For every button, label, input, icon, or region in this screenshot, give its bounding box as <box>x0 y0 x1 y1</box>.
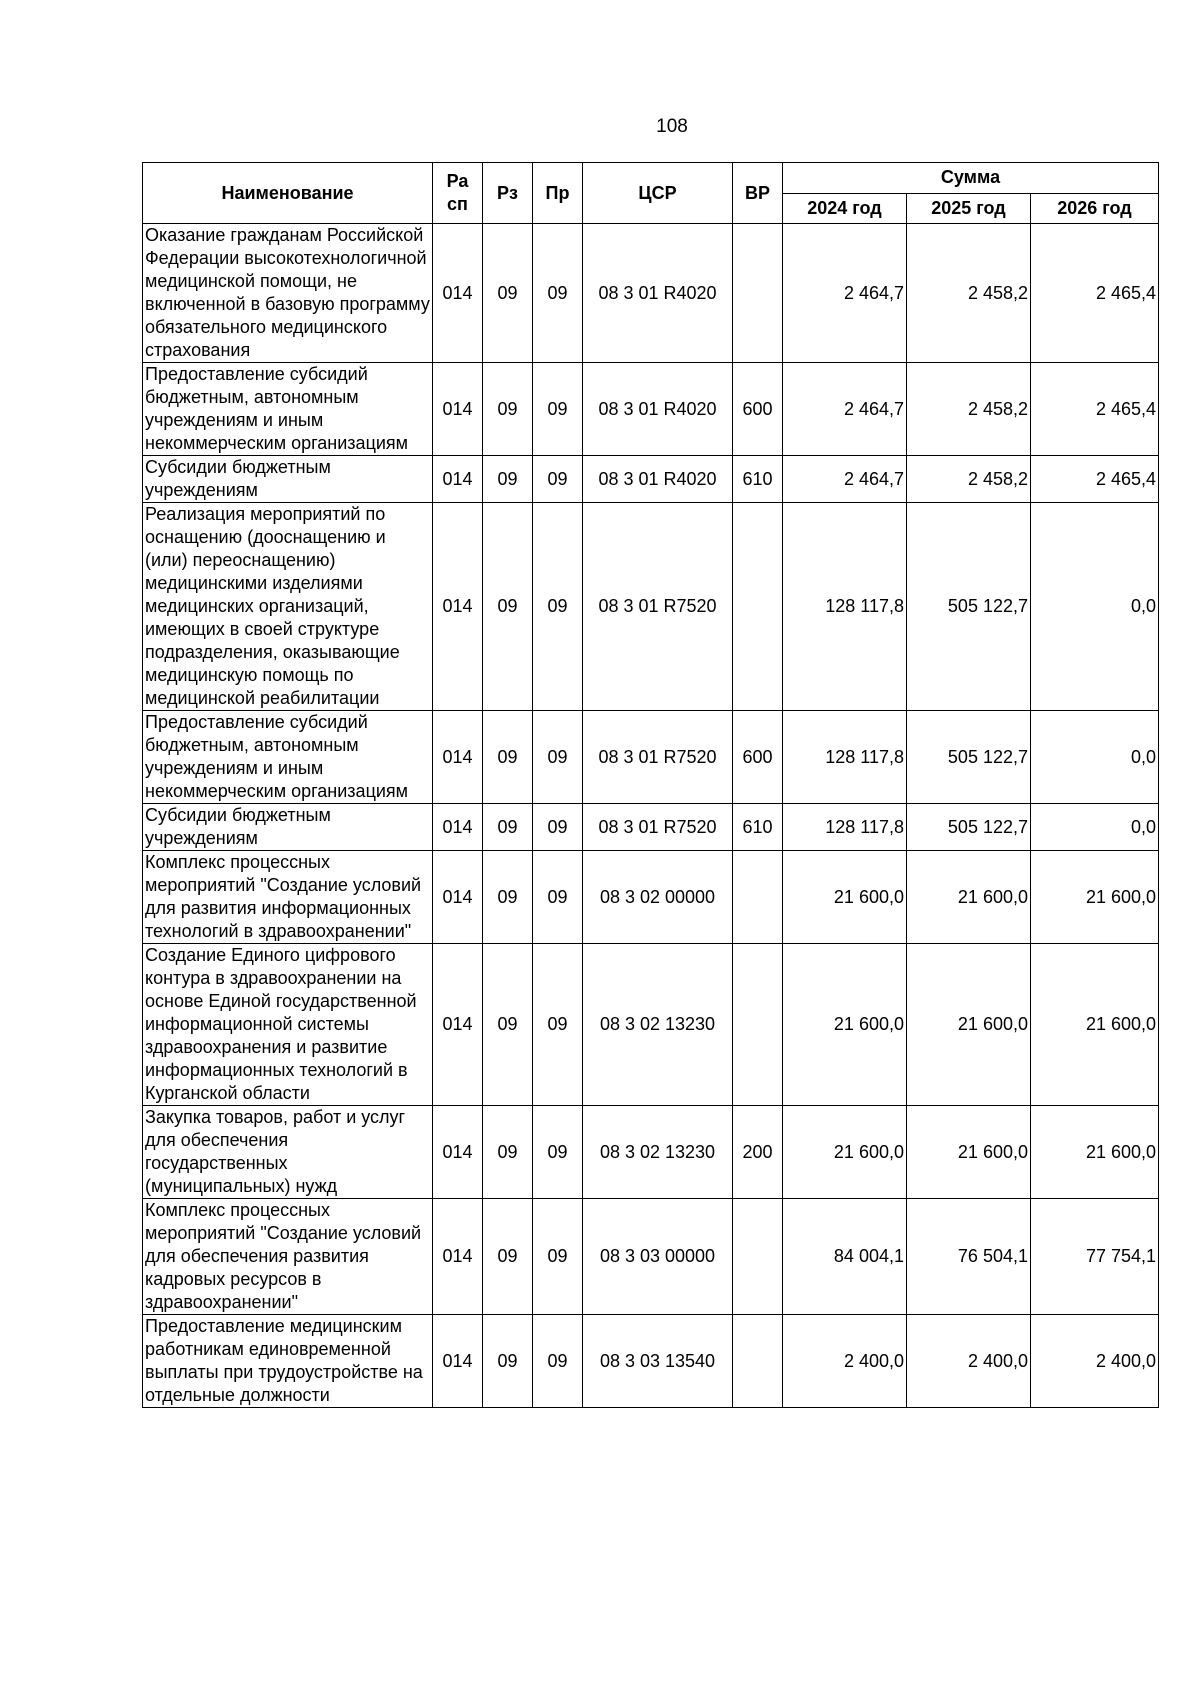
row-rz: 09 <box>483 1106 533 1199</box>
row-rz: 09 <box>483 804 533 851</box>
row-sum-2024: 128 117,8 <box>783 711 907 804</box>
row-rz: 09 <box>483 363 533 456</box>
row-sum-2025: 2 458,2 <box>907 456 1031 503</box>
row-name: Комплекс процессных мероприятий "Создание условий для обеспечения развития кадровых ресурсов в здравоохранении" <box>143 1199 433 1315</box>
row-rz: 09 <box>483 503 533 711</box>
table-row <box>143 503 1159 711</box>
row-sum-2025: 505 122,7 <box>907 503 1031 711</box>
row-rasp: 014 <box>433 711 483 804</box>
page-number: 108 <box>656 116 688 137</box>
row-sum-2024: 128 117,8 <box>783 503 907 711</box>
row-name: Субсидии бюджетным учреждениям <box>143 456 433 503</box>
header-row-1 <box>143 163 1159 194</box>
row-pr: 09 <box>533 944 583 1106</box>
row-vr: 200 <box>733 1106 783 1199</box>
row-csr: 08 3 01 R4020 <box>583 363 733 456</box>
header-name: Наименование <box>143 163 433 224</box>
row-sum-2024: 84 004,1 <box>783 1199 907 1315</box>
row-pr: 09 <box>533 851 583 944</box>
table-row <box>143 1199 1159 1315</box>
row-sum-2024: 2 400,0 <box>783 1315 907 1408</box>
row-csr: 08 3 01 R7520 <box>583 804 733 851</box>
row-vr: 610 <box>733 456 783 503</box>
row-rz: 09 <box>483 1315 533 1408</box>
row-name: Предоставление медицинским работникам единовременной выплаты при трудоустройстве на отдельные должности <box>143 1315 433 1408</box>
row-sum-2025: 505 122,7 <box>907 711 1031 804</box>
row-name: Предоставление субсидий бюджетным, автономным учреждениям и иным некоммерческим организациям <box>143 711 433 804</box>
row-name: Субсидии бюджетным учреждениям <box>143 804 433 851</box>
row-name: Комплекс процессных мероприятий "Создание условий для развития информационных технологий в здравоохранении" <box>143 851 433 944</box>
row-sum-2024: 2 464,7 <box>783 363 907 456</box>
table-row <box>143 1106 1159 1199</box>
row-vr <box>733 1315 783 1408</box>
row-rasp: 014 <box>433 1315 483 1408</box>
row-sum-2025: 76 504,1 <box>907 1199 1031 1315</box>
row-name: Реализация мероприятий по оснащению (дооснащению и (или) переоснащению) медицинскими изделиями медицинских организаций, имеющих в своей структуре подразделения, оказывающие медицинскую помощь по медицинской реабилитации <box>143 503 433 711</box>
row-sum-2026: 21 600,0 <box>1031 1106 1159 1199</box>
row-rasp: 014 <box>433 363 483 456</box>
row-sum-2026: 0,0 <box>1031 503 1159 711</box>
row-rasp: 014 <box>433 456 483 503</box>
row-csr: 08 3 01 R7520 <box>583 503 733 711</box>
row-csr: 08 3 02 13230 <box>583 944 733 1106</box>
row-csr: 08 3 03 13540 <box>583 1315 733 1408</box>
row-sum-2026: 2 465,4 <box>1031 224 1159 363</box>
row-rasp: 014 <box>433 1199 483 1315</box>
header-rasp: Ра сп <box>433 163 483 224</box>
row-sum-2024: 2 464,7 <box>783 456 907 503</box>
row-sum-2026: 2 400,0 <box>1031 1315 1159 1408</box>
table-body <box>143 224 1159 1408</box>
row-vr <box>733 503 783 711</box>
budget-table <box>142 162 1159 1408</box>
header-year-2025: 2025 год <box>907 193 1031 224</box>
row-rasp: 014 <box>433 944 483 1106</box>
row-sum-2024: 21 600,0 <box>783 1106 907 1199</box>
row-csr: 08 3 02 13230 <box>583 1106 733 1199</box>
row-pr: 09 <box>533 1199 583 1315</box>
table-row <box>143 363 1159 456</box>
header-csr: ЦСР <box>583 163 733 224</box>
row-sum-2025: 21 600,0 <box>907 944 1031 1106</box>
row-sum-2025: 2 400,0 <box>907 1315 1031 1408</box>
row-sum-2025: 21 600,0 <box>907 851 1031 944</box>
row-sum-2024: 21 600,0 <box>783 944 907 1106</box>
table-row <box>143 711 1159 804</box>
row-sum-2025: 2 458,2 <box>907 363 1031 456</box>
row-sum-2026: 77 754,1 <box>1031 1199 1159 1315</box>
row-csr: 08 3 01 R4020 <box>583 224 733 363</box>
row-pr: 09 <box>533 804 583 851</box>
header-year-2024: 2024 год <box>783 193 907 224</box>
header-sum: Сумма <box>783 163 1159 194</box>
row-sum-2026: 2 465,4 <box>1031 456 1159 503</box>
row-sum-2024: 2 464,7 <box>783 224 907 363</box>
row-rasp: 014 <box>433 224 483 363</box>
row-vr <box>733 851 783 944</box>
header-rz: Рз <box>483 163 533 224</box>
row-csr: 08 3 01 R4020 <box>583 456 733 503</box>
row-sum-2026: 0,0 <box>1031 804 1159 851</box>
row-pr: 09 <box>533 503 583 711</box>
row-pr: 09 <box>533 1315 583 1408</box>
row-sum-2025: 505 122,7 <box>907 804 1031 851</box>
row-rz: 09 <box>483 851 533 944</box>
row-csr: 08 3 01 R7520 <box>583 711 733 804</box>
row-rz: 09 <box>483 711 533 804</box>
row-sum-2026: 21 600,0 <box>1031 851 1159 944</box>
row-vr <box>733 224 783 363</box>
header-year-2026: 2026 год <box>1031 193 1159 224</box>
row-sum-2024: 128 117,8 <box>783 804 907 851</box>
row-sum-2026: 0,0 <box>1031 711 1159 804</box>
row-vr: 600 <box>733 363 783 456</box>
row-name: Оказание гражданам Российской Федерации высокотехнологичной медицинской помощи, не включенной в базовую программу обязательного медицинского страхования <box>143 224 433 363</box>
row-rasp: 014 <box>433 503 483 711</box>
row-csr: 08 3 02 00000 <box>583 851 733 944</box>
row-sum-2024: 21 600,0 <box>783 851 907 944</box>
row-rz: 09 <box>483 944 533 1106</box>
row-name: Создание Единого цифрового контура в здравоохранении на основе Единой государственной информационной системы здравоохранения и развитие информационных технологий в Курганской области <box>143 944 433 1106</box>
row-vr: 600 <box>733 711 783 804</box>
table-row <box>143 456 1159 503</box>
row-pr: 09 <box>533 1106 583 1199</box>
table-row <box>143 851 1159 944</box>
header-vr: ВР <box>733 163 783 224</box>
row-rasp: 014 <box>433 804 483 851</box>
row-name: Предоставление субсидий бюджетным, автономным учреждениям и иным некоммерческим организациям <box>143 363 433 456</box>
header-pr: Пр <box>533 163 583 224</box>
table-row <box>143 224 1159 363</box>
row-name: Закупка товаров, работ и услуг для обеспечения государственных (муниципальных) нужд <box>143 1106 433 1199</box>
row-sum-2026: 2 465,4 <box>1031 363 1159 456</box>
row-pr: 09 <box>533 711 583 804</box>
table-row <box>143 1315 1159 1408</box>
row-pr: 09 <box>533 224 583 363</box>
row-vr <box>733 944 783 1106</box>
row-pr: 09 <box>533 363 583 456</box>
row-sum-2025: 2 458,2 <box>907 224 1031 363</box>
row-rz: 09 <box>483 1199 533 1315</box>
row-sum-2026: 21 600,0 <box>1031 944 1159 1106</box>
row-pr: 09 <box>533 456 583 503</box>
row-vr: 610 <box>733 804 783 851</box>
row-rasp: 014 <box>433 1106 483 1199</box>
table-row <box>143 804 1159 851</box>
row-csr: 08 3 03 00000 <box>583 1199 733 1315</box>
row-rz: 09 <box>483 224 533 363</box>
row-sum-2025: 21 600,0 <box>907 1106 1031 1199</box>
table-row <box>143 944 1159 1106</box>
row-vr <box>733 1199 783 1315</box>
row-rasp: 014 <box>433 851 483 944</box>
row-rz: 09 <box>483 456 533 503</box>
